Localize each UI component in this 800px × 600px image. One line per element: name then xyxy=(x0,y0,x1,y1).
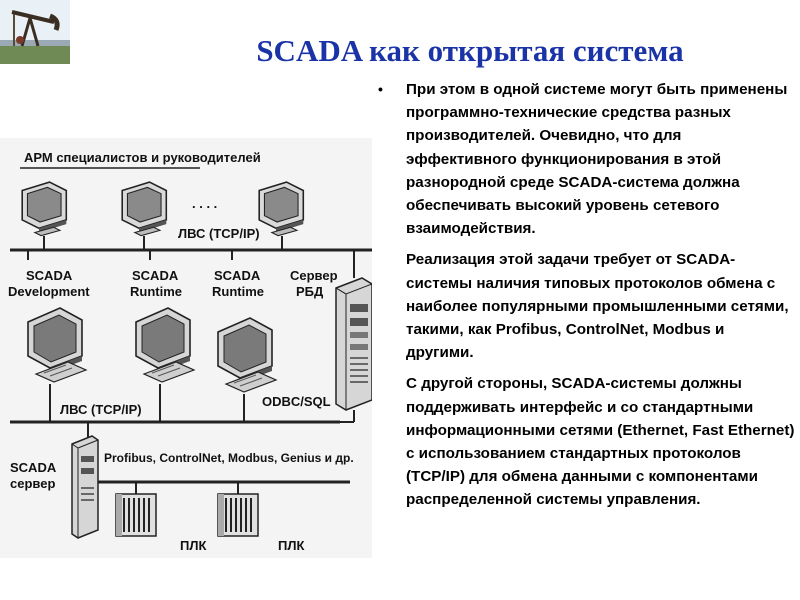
bullet-text: При этом в одной системе могут быть применены программно-технические средства разных производителей. Очевидно, что для эффективного функционирования в этой разнородной среде SCADA-система должна обеспечивать высокий уровень сетевого взаимодействия. xyxy=(406,81,788,238)
scada-network-diagram xyxy=(0,138,372,558)
oil-pump-jack-icon xyxy=(0,0,70,64)
bullet-item xyxy=(372,78,796,240)
bullet-item xyxy=(372,372,796,511)
plc1-label: ПЛК xyxy=(180,538,207,553)
scada-rt2-label-2: Runtime xyxy=(212,284,264,299)
odbc-label: ODBC/SQL xyxy=(262,394,331,409)
bullet-text: С другой стороны, SCADA-системы должны поддерживать интерфейс и со стандартными информационными сетями (Ethernet, Fast Ethernet) с использованием стандартных протоколов (TCP/IP) для обмена данными с компонентами распределенной системы управления. xyxy=(406,375,795,509)
scada-rt2-label-1: SCADA xyxy=(214,268,261,283)
diagram-top-label: АРМ специалистов и руководителей xyxy=(24,150,261,165)
lan2-label: ЛВС (TCP/IP) xyxy=(60,402,142,417)
scada-dev-label-1: SCADA xyxy=(26,268,73,283)
plc-icon xyxy=(116,494,156,536)
scada-rt1-label-2: Runtime xyxy=(130,284,182,299)
bullet-list xyxy=(372,78,796,520)
scada-dev-label-2: Development xyxy=(8,284,90,299)
lan1-label: ЛВС (TCP/IP) xyxy=(178,226,260,241)
server-label-2: РБД xyxy=(296,284,324,299)
server-tower-icon xyxy=(336,278,372,410)
slide-title: SCADA как открытая система xyxy=(256,32,684,68)
scada-server-tower-icon xyxy=(72,436,98,538)
bullet-marker-icon: • xyxy=(378,81,383,97)
fieldbus-label: Profibus, ControlNet, Modbus, Genius и др. xyxy=(104,451,354,465)
scada-server-label-2: сервер xyxy=(10,476,56,491)
scada-rt1-label-1: SCADA xyxy=(132,268,179,283)
diagram-dots: . . . . xyxy=(192,196,218,211)
server-label-1: Сервер xyxy=(290,268,338,283)
plc-icon xyxy=(218,494,258,536)
bullet-text: Реализация этой задачи требует от SCADA-системы наличия типовых протоколов обмена с наиболее популярными промышленными сетями, такими, как Profibus, ControlNet, Modbus и другими. xyxy=(406,251,789,362)
bullet-item xyxy=(372,248,796,364)
plc2-label: ПЛК xyxy=(278,538,305,553)
scada-server-label-1: SCADA xyxy=(10,460,57,475)
